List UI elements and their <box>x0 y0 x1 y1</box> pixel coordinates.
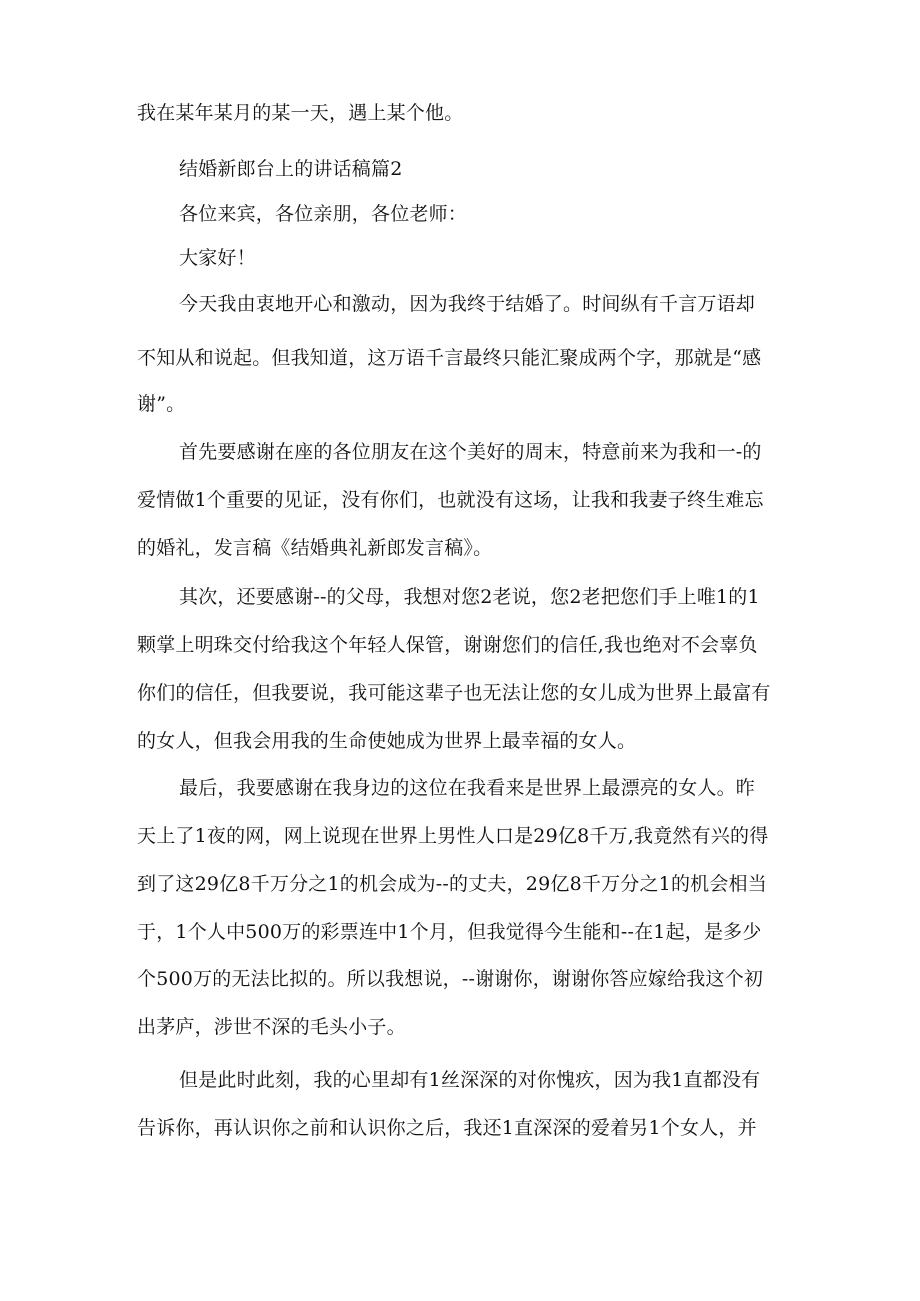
greeting-line: 大家好！ <box>179 247 256 269</box>
text-line: 谢”。 <box>137 393 186 415</box>
text-line: 今天我由衷地开心和激动，因为我终于结婚了。时间纵有千言万语却 <box>179 293 756 315</box>
section-heading: 结婚新郎台上的讲话稿篇2 <box>179 158 403 180</box>
salutation-line: 各位来宾，各位亲朋，各位老师： <box>179 203 468 225</box>
text-line: 的女人，但我会用我的生命使她成为世界上最幸福的女人。 <box>137 730 637 752</box>
text-line: 出茅庐，涉世不深的毛头小子。 <box>137 1016 406 1038</box>
text-line: 天上了1夜的网，网上说现在世界上男性人口是29亿8千万,我竟然有兴的得 <box>137 825 769 847</box>
text-line: 其次，还要感谢--的父母，我想对您2老说，您2老把您们手上唯1的1 <box>179 586 760 608</box>
text-line: 我在某年某月的某一天，遇上某个他。 <box>137 102 464 124</box>
text-line: 的婚礼，发言稿《结婚典礼新郎发言稿》。 <box>137 537 493 559</box>
text-line: 个500万的无法比拟的。所以我想说，--谢谢你，谢谢你答应嫁给我这个初 <box>137 968 764 990</box>
text-line: 但是此时此刻，我的心里却有1丝深深的对你愧疚，因为我1直都没有 <box>179 1069 761 1091</box>
text-line: 最后，我要感谢在我身边的这位在我看来是世界上最漂亮的女人。昨 <box>179 777 756 799</box>
text-line: 爱情做1个重要的见证，没有你们，也就没有这场，让我和我妻子终生难忘 <box>137 489 764 511</box>
text-line: 颗掌上明珠交付给我这个年轻人保管，谢谢您们的信任,我也绝对不会辜负 <box>137 634 758 656</box>
text-line: 首先要感谢在座的各位朋友在这个美好的周末，特意前来为我和一-的 <box>179 441 762 463</box>
text-line: 到了这29亿8千万分之1的机会成为--的丈夫，29亿8千万分之1的机会相当 <box>137 873 767 895</box>
text-line: 不知从和说起。但我知道，这万语千言最终只能汇聚成两个字，那就是“感 <box>137 347 762 369</box>
text-line: 于，1个人中500万的彩票连中1个月，但我觉得今生能和--在1起，是多少 <box>137 921 762 943</box>
text-line: 你们的信任，但我要说，我可能这辈子也无法让您的女儿成为世界上最富有 <box>137 682 771 704</box>
text-line: 告诉你，再认识你之前和认识你之后，我还1直深深的爱着另1个女人，并 <box>137 1117 757 1139</box>
